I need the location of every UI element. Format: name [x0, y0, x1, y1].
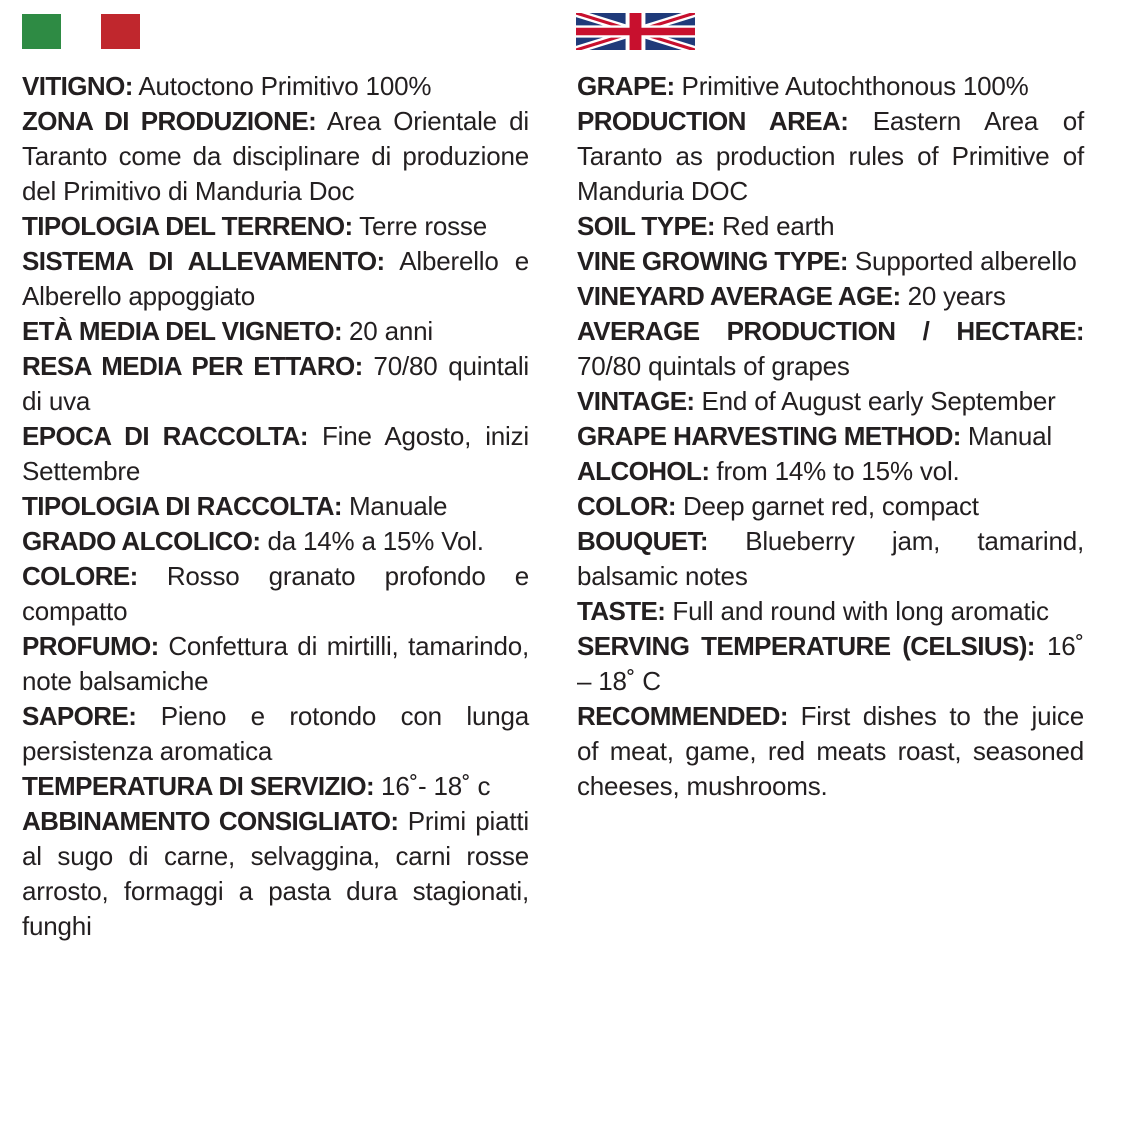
spec-value: Pieno e rotondo con lunga persistenza aromatica: [22, 701, 529, 766]
spec-value: from 14% to 15% vol.: [709, 456, 960, 486]
spec-entry-serving-temperature: [577, 629, 1084, 699]
spec-value: Manuale: [341, 491, 448, 521]
spec-key: GRAPE HARVESTING METHOD:: [577, 421, 961, 451]
spec-key: COLORE:: [22, 561, 138, 591]
spec-key: ABBINAMENTO CONSIGLIATO:: [22, 806, 399, 836]
spec-entry-soil-type: [577, 209, 1084, 244]
spec-entry-temperatura-servizio: [22, 769, 529, 804]
spec-key: RESA MEDIA PER ETTARO:: [22, 351, 363, 381]
spec-key: EPOCA DI RACCOLTA:: [22, 421, 308, 451]
spec-entry-eta-media: [22, 314, 529, 349]
spec-value: Confettura di mirtilli, tamarindo, note balsamiche: [22, 631, 529, 696]
spec-value: da 14% a 15% Vol.: [260, 526, 484, 556]
spec-value: Terre rosse: [352, 211, 487, 241]
spec-key: BOUQUET:: [577, 526, 708, 556]
spec-entry-sistema-allevamento: [22, 244, 529, 314]
uk-flag-icon: [576, 13, 695, 50]
flag-red-band: [101, 14, 140, 49]
spec-entry-epoca-raccolta: [22, 419, 529, 489]
spec-key: VITIGNO:: [22, 71, 133, 101]
spec-key: VINTAGE:: [577, 386, 695, 416]
spec-key: PROFUMO:: [22, 631, 159, 661]
spec-value: 16˚- 18˚ c: [374, 771, 491, 801]
spec-key: SERVING TEMPERATURE (CELSIUS):: [577, 631, 1035, 661]
spec-entry-colore: [22, 559, 529, 629]
spec-key: COLOR:: [577, 491, 676, 521]
spec-value: 16˚ – 18˚ C: [577, 631, 1084, 696]
spec-entry-profumo: [22, 629, 529, 699]
spec-entry-tipologia-terreno: [22, 209, 529, 244]
spec-value: Area Orientale di Taranto come da disciplinare di produzione del Primitivo di Manduria Doc: [22, 106, 529, 206]
spec-entry-abbinamento: [22, 804, 529, 944]
spec-value: 70/80 quintali di uva: [22, 351, 530, 416]
spec-value: Eastern Area of Taranto as production rules of Primitive of Manduria DOC: [577, 106, 1084, 206]
flag-green-band: [22, 14, 61, 49]
spec-value: 20 anni: [342, 316, 433, 346]
spec-key: ETÀ MEDIA DEL VIGNETO:: [22, 316, 343, 346]
spec-value: Supported alberello: [847, 246, 1077, 276]
spec-key: SAPORE:: [22, 701, 137, 731]
spec-value: Primitive Autochthonous 100%: [674, 71, 1029, 101]
spec-entry-recommended: [577, 699, 1084, 804]
spec-key: VINE GROWING TYPE:: [577, 246, 848, 276]
spec-key: AVERAGE PRODUCTION / HECTARE:: [577, 316, 1084, 346]
spec-key: VINEYARD AVERAGE AGE:: [577, 281, 901, 311]
spec-entry-color: [577, 489, 1084, 524]
spec-entry-vintage: [577, 384, 1084, 419]
spec-value: 20 years: [900, 281, 1006, 311]
italian-spec-column: [22, 69, 529, 944]
spec-entry-tipologia-raccolta: [22, 489, 529, 524]
spec-entry-sapore: [22, 699, 529, 769]
spec-value: Alberello e Alberello appoggiato: [22, 246, 529, 311]
spec-entry-production-area: [577, 104, 1084, 209]
spec-entry-vitigno: [22, 69, 529, 104]
spec-key: TIPOLOGIA DI RACCOLTA:: [22, 491, 342, 521]
spec-key: GRADO ALCOLICO:: [22, 526, 261, 556]
spec-value: 70/80 quintals of grapes: [577, 351, 850, 381]
spec-key: PRODUCTION AREA:: [577, 106, 849, 136]
spec-value: Rosso granato profondo e compatto: [22, 561, 529, 626]
italian-flag-icon: [22, 14, 140, 49]
spec-key: TEMPERATURA DI SERVIZIO:: [22, 771, 375, 801]
spec-key: SOIL TYPE:: [577, 211, 715, 241]
spec-value: End of August early September: [694, 386, 1056, 416]
spec-key: SISTEMA DI ALLEVAMENTO:: [22, 246, 385, 276]
spec-key: GRAPE:: [577, 71, 675, 101]
spec-key: ZONA DI PRODUZIONE:: [22, 106, 317, 136]
spec-key: TASTE:: [577, 596, 666, 626]
spec-value: Deep garnet red, compact: [675, 491, 979, 521]
spec-entry-taste: [577, 594, 1084, 629]
spec-entry-harvesting-method: [577, 419, 1084, 454]
spec-entry-resa-media: [22, 349, 529, 419]
spec-entry-grado-alcolico: [22, 524, 529, 559]
spec-entry-vine-growing-type: [577, 244, 1084, 279]
spec-value: First dishes to the juice of meat, game, red meats roast, seasoned cheeses, mushrooms.: [577, 701, 1084, 801]
spec-value: Blueberry jam, tamarind, balsamic notes: [577, 526, 1084, 591]
spec-value: Fine Agosto, inizi Settembre: [22, 421, 530, 486]
spec-value: Full and round with long aromatic: [665, 596, 1049, 626]
spec-entry-alcohol: [577, 454, 1084, 489]
spec-value: Autoctono Primitivo 100%: [132, 71, 432, 101]
spec-entry-grape: [577, 69, 1084, 104]
spec-entry-average-production: [577, 314, 1084, 384]
spec-entry-vineyard-age: [577, 279, 1084, 314]
spec-value: Manual: [960, 421, 1052, 451]
spec-key: TIPOLOGIA DEL TERRENO:: [22, 211, 353, 241]
spec-key: ALCOHOL:: [577, 456, 710, 486]
spec-key: RECOMMENDED:: [577, 701, 788, 731]
spec-value: Red earth: [715, 211, 835, 241]
spec-entry-bouquet: [577, 524, 1084, 594]
spec-value: Primi piatti al sugo di carne, selvaggina, carni rosse arrosto, formaggi a pasta dura stagionati, funghi: [22, 806, 530, 941]
spec-entry-zona-produzione: [22, 104, 529, 209]
english-spec-column: [577, 69, 1084, 804]
